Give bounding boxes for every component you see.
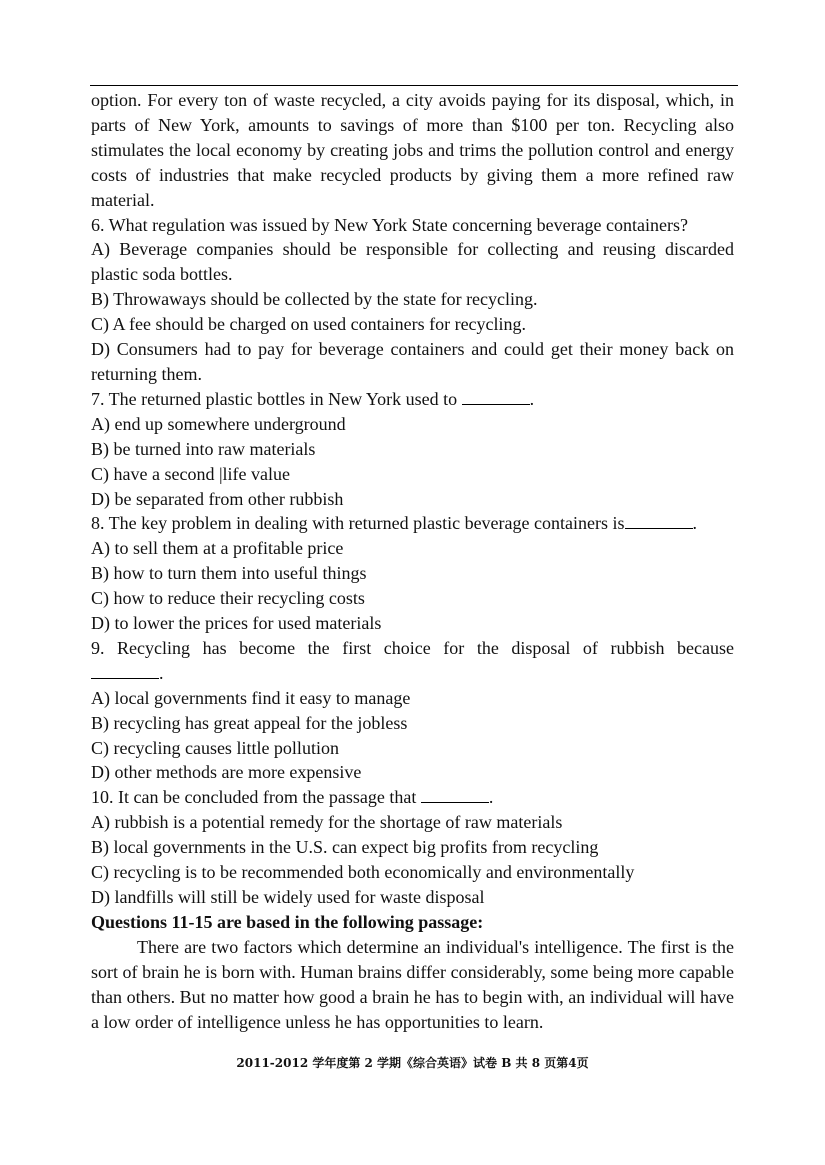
answer-blank xyxy=(625,514,693,529)
question-9-end: . xyxy=(159,662,164,683)
question-7-option-d: D) be separated from other rubbish xyxy=(91,488,344,509)
question-10-option-b: B) local governments in the U.S. can expect big profits from recycling xyxy=(91,837,599,858)
question-7-end: . xyxy=(529,388,535,409)
question-10-stem: 10. It can be concluded from the passage that xyxy=(91,787,417,808)
question-6-option-c: C) A fee should be charged on used containers for recycling. xyxy=(91,314,527,335)
question-8-end: . xyxy=(692,513,697,534)
header-rule xyxy=(90,85,738,86)
question-10-option-a: A) rubbish is a potential remedy for the shortage of raw materials xyxy=(91,812,563,833)
question-7-option-b: B) be turned into raw materials xyxy=(91,438,316,459)
question-6-option-a: A) Beverage companies should be responsible for collecting and reusing discarded plastic soda bottles. xyxy=(91,239,734,285)
question-10-option-d: D) landfills will still be widely used for waste disposal xyxy=(91,887,485,907)
question-6-option-d: D) Consumers had to pay for beverage containers and could get their money back on returning them. xyxy=(91,339,734,384)
page-content xyxy=(91,88,734,1034)
question-10-option-c: C) recycling is to be recommended both economically and environmentally xyxy=(91,862,635,883)
answer-blank xyxy=(462,390,530,405)
passage-paragraph: option. For every ton of waste recycled, a city avoids paying for its disposal, which, in parts of New York, amounts to savings of more than $100 per ton. Recycling also stimulates the local economy by creating jobs and trims the pollution control and energy costs of industries that make recycled products by giving them a more refined raw material. xyxy=(91,90,734,210)
question-8-option-a: A) to sell them at a profitable price xyxy=(91,538,344,559)
question-9-blank-line xyxy=(91,661,734,686)
question-8-option-d: D) to lower the prices for used materials xyxy=(91,613,382,634)
question-8-stem: 8. The key problem in dealing with returned plastic beverage containers is xyxy=(91,513,625,534)
question-9-stem: 9. Recycling has become the first choice for the disposal of rubbish because xyxy=(91,637,734,658)
question-8-option-c: C) how to reduce their recycling costs xyxy=(91,588,365,609)
question-6-stem: 6. What regulation was issued by New York State concerning beverage containers? xyxy=(91,214,688,235)
question-8-option-b: B) how to turn them into useful things xyxy=(91,563,367,584)
section-heading: Questions 11-15 are based in the following passage: xyxy=(91,911,484,932)
question-9-option-c: C) recycling causes little pollution xyxy=(91,737,339,758)
question-6-option-b: B) Throwaways should be collected by the state for recycling. xyxy=(91,289,538,310)
answer-blank xyxy=(421,788,489,803)
passage2-paragraph: There are two factors which determine an individual's intelligence. The first is the sort of brain he is born with. Human brains differ considerably, some being more capable than others. But no matter how good a brain he has to begin with, an individual will have a low order of intelligence unless he has opportunities to learn. xyxy=(91,936,734,1032)
question-9-option-a: A) local governments find it easy to manage xyxy=(91,687,411,708)
question-7-stem: 7. The returned plastic bottles in New York used to xyxy=(91,388,458,409)
question-7-option-a: A) end up somewhere underground xyxy=(91,413,346,434)
answer-blank xyxy=(91,664,159,679)
question-9 xyxy=(91,636,734,661)
question-7-option-c: C) have a second |life value xyxy=(91,463,291,484)
question-9-option-d: D) other methods are more expensive xyxy=(91,762,362,783)
question-10-end: . xyxy=(488,787,494,808)
question-10 xyxy=(91,785,734,810)
question-7 xyxy=(91,387,734,412)
question-8 xyxy=(91,511,734,536)
page-footer: 2011-2012 学年度第 2 学期《综合英语》试卷 B 共 8 页第4页 xyxy=(236,1056,589,1070)
question-9-option-b: B) recycling has great appeal for the jobless xyxy=(91,712,408,733)
